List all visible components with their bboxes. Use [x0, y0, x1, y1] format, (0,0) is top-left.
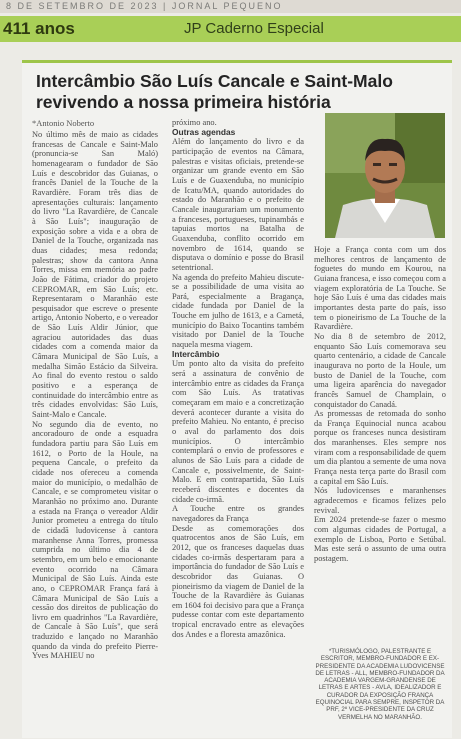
article [22, 60, 452, 738]
article-title: Intercâmbio São Luís Cancale e Saint-Malo revivendo a nossa primeira história [36, 71, 393, 112]
column-2-text-a: Além do lançamento do livro e da participação de eventos na Câmara, palestras e visitas oficiais, pretende-se organizar um grande evento em São Luís e de Guaxenduba, no município de Icatu/MA, quando autoridades do estado do Maranhão e o prefeito de Cancale inaugurariam um monumento a franceses, portugueses, tupinambás e tapuias mortos na Batalha de Guaxenduba, conflito ocorrido em novembro de 1614, quando se disputava o domínio e posse do Brasil setentrional. Na agenda do prefeito Mahieu discute-se a possibilidade de uma visita ao Pará, especialmente a Bragança, cidade fundada por Daniel de la Touche em julho de 1613, e a Cametá, município do Baixo Tocantins também visitado por Daniel de la Touche naquela mesma viagem. [172, 137, 304, 350]
column-2-text-b: Um ponto alto da visita do prefeito será a assinatura de convênio de intercâmbio entre as cidades da França com São Luís. As tratativas começaram em maio e a concretização deverá acontecer durante a visita do prefeito Mahieu. No entanto, é preciso o aval do parlamento dos dois municípios. O intercâmbio contemplará o envio de professores e alunos de São Luís para a cidade de Cancale e, possivelmente, de Saint-Malo. E em contrapartida, São Luís receberá discentes e docentes da cidade co-irmã. A Touche entre os grandes navegadores da França Desde as comemorações dos quatrocentos anos de São Luís, em 2012, que os franceses daquelas duas cidades co-irmãs despertaram para a importância do fundador de São Luís e descobridor das Guianas. O pioneirismo da viagem de Daniel de la Touche de la Ravardière às Guianas em 1604 foi decisivo para que a França pudesse contar com este departamento tropical encravado entre as elevações dos Andes e a floresta amazônica. [172, 359, 304, 639]
newspaper-dateline: 8 DE SETEMBRO DE 2023 | JORNAL PEQUENO [0, 0, 461, 13]
author-photo [325, 113, 445, 238]
article-column-1 [32, 130, 158, 661]
anniversary-badge: 411 anos [3, 19, 75, 38]
subhead-intercambio: Intercâmbio [172, 348, 220, 359]
author-portrait-image [325, 113, 445, 238]
article-column-3 [314, 245, 446, 564]
column-1-text: No último mês de maio as cidades francesas de Cancale e Saint-Malo (pronuncia-se San Maló) homenagearam o fundador de São Luís e descobridor das Guianas, o francês Daniel de la Touche de la Ravardière. Foram três dias de apresentações culturais: lançamento do livro "La Ravardière, de Cancale à São Luís"; inauguração de exposição sobre a vida e a obra de Daniel de la Touche, organizada nas duas cidades; mesa redonda; palestras; show da cantora Anna Torres, missa em memória ao padre João de Fátima, criador do projeto CEPROMAR, em São Luís; etc. Representaram o Maranhão este pesquisador que escreve o presente artigo, Antonio Noberto, e o vereador de São Luís Aldir Júnior, que agraciou autoridades das duas cidades com a comenda maior da Câmara Municipal de São Luís, a medalha Simão Estácio da Silveira. Ao final do evento restou o saldo positivo e a esperança de continuidade do intercâmbio entre as três cidades envolvidas: São Luís, Saint-Malo e Cancale. No segundo dia de evento, no ancoradouro de onde a esquadra fundadora partiu para São Luís em 1612, o Porto de la Houle, na pequena Cancale, o prefeito da cidade nos ofereceu a comenda maior do município, o medalhão de Cancale, e se comprometeu visitar o Maranhão no próximo ano. Durante a estada na França o vereador Aldir Junior prometeu a entrega do título de cidadã ludovicense à cantora maranhense Anna Torres, promessa cumprida no último dia 4 de setembro, em um belo e emocionante evento ocorrido na Câmara Municipal de São Luís. Ainda este ano, o CEPROMAR França fará à Câmara Municipal de São Luís a cessão dos direitos de publicação do livro em quadrinhos "La Ravardière, de Cancale à São Luís", que será traduzido e lançado no Maranhão quando da vinda do prefeito Pierre-Yves MAHIEU no [32, 130, 158, 661]
article-column-2 [172, 118, 304, 639]
subhead-outras-agendas: Outras agendas [172, 126, 236, 137]
column-3-text: Hoje a França conta com um dos melhores centros de lançamento de foguetes do mundo em Kourou, na Guiana francesa, e isso começou com a viagem exploratória de La Touche. Se hoje São Luís é uma das cidades mais importantes desta parte do país, isso tem o pioneirismo de La Touche de la Ravardière. No dia 8 de setembro de 2012, enquanto São Luís comemorava seu quarto centenário, a cidade de Cancale inaugurava no porto de la Houle, um busto de Daniel de la Touche, com uma ligeira aparência do navegador francês Samuel de Champlain, o conquistador do Canadá. As promessas de retomada do sonho da França Equinocial nunca acabou porque os franceses nunca desistiram dos maranhenses. Eles sempre nos viram com a responsabilidade de quem um dia plantou a semente de uma nova França nesta terça parte do Brasil com a capital em São Luís. Nós ludovicenses e maranhenses agradecemos e ficamos felizes pelo revival. Em 2024 pretende-se fazer o mesmo com algumas cidades de Portugal, a exemplo de Lisboa, Porto e Setúbal. Mas este será o assunto de uma outra postagem. [314, 245, 446, 563]
section-title: JP Caderno Especial [184, 20, 324, 37]
byline: *Antonio Noberto [32, 118, 95, 128]
author-footnote: *TURISMÓLOGO, PALESTRANTE E ESCRITOR, MEMBRO-FUNDADOR E EX-PRESIDENTE DA ACADEMIA LUDOVICENSE DE LETRAS - ALL, MEMBRO-FUNDADOR DA ACADEMIA VARGEM-GRANDENSE DE LETRAS E ARTES - AVLA, IDEALIZADOR E CURADOR DA EXPOSIÇÃO FRANÇA EQUINOCIAL PARA SEMPRE, INSPETOR DA PRF, 2º VICE-PRESIDENTE DA CRUZ VERMELHA NO MARANHÃO. [315, 648, 445, 721]
section-band [0, 16, 461, 42]
column-2-intro: próximo ano. [172, 118, 217, 127]
